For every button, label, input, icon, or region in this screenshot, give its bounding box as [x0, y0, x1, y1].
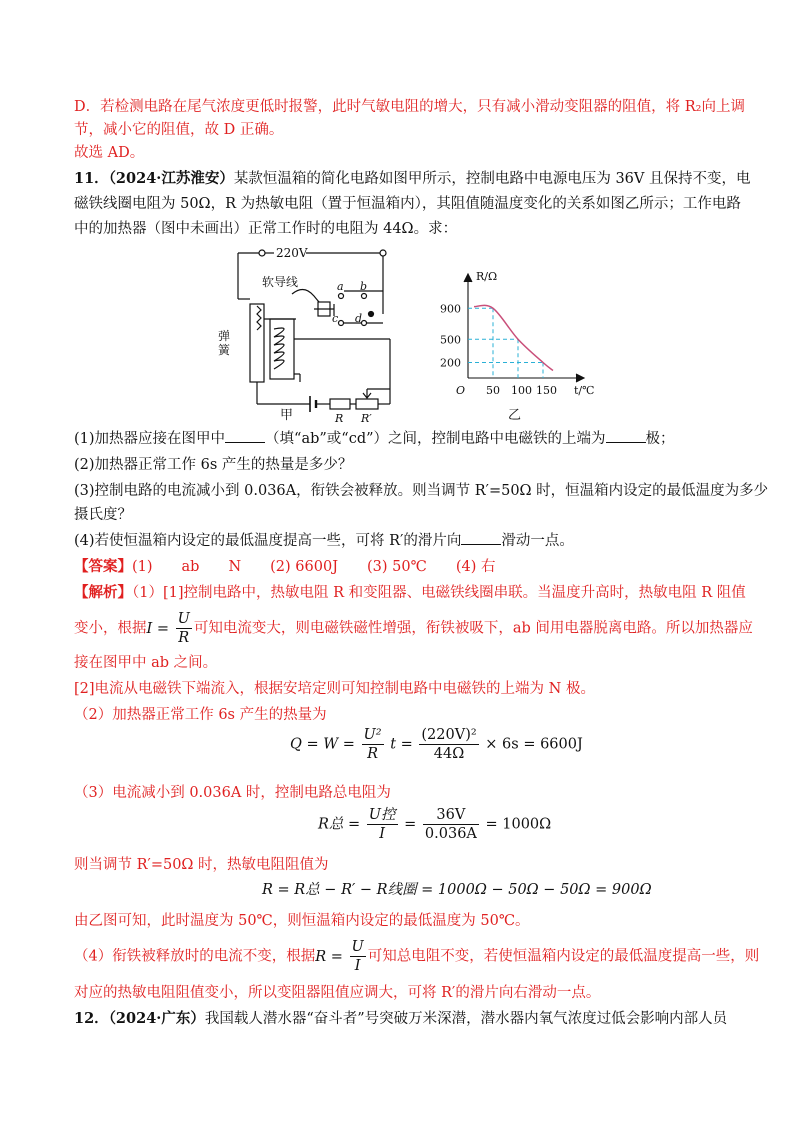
analysis-line5: （2）加热器正常工作 6s 产生的热量为 [74, 707, 327, 723]
eq2-den2: 0.036A [424, 826, 477, 842]
q12-number: 12． [74, 1010, 109, 1027]
contact-b: b [360, 280, 368, 293]
figure-jia-caption: 甲 [280, 408, 294, 423]
resistor-r-label: R [335, 412, 344, 425]
eq2-rhs: = 1000Ω [485, 816, 552, 833]
blank-1[interactable] [225, 428, 265, 443]
x-tick-100: 100 [511, 384, 532, 397]
analysis-line8: 由乙图可知，此时温度为 50℃，则恒温箱内设定的最低温度为 50℃。 [74, 913, 530, 929]
y-tick-500: 500 [440, 333, 461, 347]
contact-d: d [355, 312, 363, 325]
q11-stem-line1 [74, 168, 751, 190]
contact-a: a [337, 280, 344, 293]
analysis-2b: 可知电流变大，则电磁铁磁性增强，衔铁被吸下，ab 间用电器脱离电路。所以加热器应 [193, 620, 753, 637]
rheostat-label: R′ [361, 412, 372, 425]
q11-sub1 [74, 428, 728, 450]
r-t-graph [428, 268, 598, 418]
eq1-lhs: Q = W = [290, 736, 355, 753]
analysis-1: （1）[1]控制电路中，热敏电阻 R 和变阻器、电磁铁线圈串联。当温度升高时，热敏电阻 R 阻值 [132, 585, 746, 601]
analysis-line6: （3）电流减小到 0.036A 时，控制电路总电阻为 [74, 785, 391, 801]
voltage-label: 220V [276, 246, 308, 260]
equation-heat [290, 726, 583, 763]
eq2-den1: I [379, 826, 386, 842]
option-d-line3: 故选 AD。 [74, 145, 145, 161]
x-tick-50: 50 [486, 384, 500, 397]
q11-sub3-line1: (3)控制电路的电流减小到 0.036A，衔铁会被释放。则当调节 R′=50Ω 时，恒温箱内设定的最低温度为多少 [74, 483, 769, 499]
answer-tag: 【答案】 [74, 558, 132, 575]
sub1-part-a: (1)加热器应接在图甲中 [74, 431, 226, 447]
eq1-rhs: × 6s = 6600J [485, 736, 583, 753]
q11-stem-line3: 中的加热器（图中未画出）正常工作时的电阻为 44Ω。求： [74, 221, 458, 237]
soft-wire-label: 软导线 [262, 275, 299, 289]
formula-r: R [178, 630, 190, 646]
analysis-9a: （4）衔铁被释放时的电流不变，根据 [74, 948, 316, 965]
eq1-num1: U² [363, 727, 382, 743]
analysis-line4: [2]电流从电磁铁下端流入，根据安培定则可知控制电路中电磁铁的上端为 N 极。 [74, 681, 595, 697]
q11-stem1: 某款恒温箱的简化电路如图甲所示，控制电路中电源电压为 36V 且保持不变，电 [233, 171, 751, 187]
option-d-line1: D．若检测电路在尾气浓度更低时报警，此时气敏电阻的增大，只有减小滑动变阻器的阻值，将 R₂向上调 [74, 99, 745, 115]
analysis-line3: 接在图甲中 ab 之间。 [74, 655, 218, 671]
eq1-t: t = [390, 736, 413, 753]
option-d-line2: 节，减小它的阻值，故 D 正确。 [74, 122, 284, 138]
eq1-num2: (220V)² [421, 727, 477, 743]
analysis-line1 [74, 582, 746, 604]
q12-stem-text: 我国载人潜水器“奋斗者”号突破万米深潜，潜水器内氧气浓度过低会影响内部人员 [204, 1011, 728, 1027]
y-tick-900: 900 [440, 302, 461, 316]
spring-label-1: 弹 [218, 329, 231, 343]
formula-u-2: U [351, 939, 364, 955]
analysis-line10: 对应的热敏电阻阻值变小，所以变阻器阻值应调大，可将 R′的滑片向右滑动一点。 [74, 985, 601, 1001]
sub1-part-b: （填“ab”或“cd”）之间，控制电路中电磁铁的上端为 [265, 431, 606, 447]
eq2-num1: U控 [368, 807, 396, 823]
analysis-tag: 【解析】 [74, 584, 132, 601]
answer-text: (1) ab N (2) 6600J (3) 50℃ (4) 右 [132, 559, 496, 575]
analysis-line2 [74, 610, 753, 647]
analysis-line7: 则当调节 R′=50Ω 时，热敏电阻阻值为 [74, 857, 329, 873]
eq1-den2: 44Ω [433, 746, 465, 762]
ohm-law-formula-1: I = $\frac{U}{R}$ [146, 611, 190, 646]
y-tick-200: 200 [440, 356, 461, 370]
q11-number: 11． [74, 170, 109, 187]
q11-stem-line2: 磁铁线圈电阻为 50Ω，R 为热敏电阻（置于恒温箱内），其阻值随温度变化的关系如图乙所示；工作电路 [74, 196, 741, 212]
formula-r-2: R [315, 948, 327, 965]
resistance-curve [474, 305, 553, 370]
graph-xlabel: t/℃ [574, 384, 595, 397]
sub4-part-b: 滑动一点。 [501, 533, 574, 549]
q11-sub3-line2: 摄氏度？ [74, 507, 132, 523]
spring-label-2: 簧 [218, 343, 231, 357]
x-tick-150: 150 [536, 384, 557, 397]
analysis-2a: 变小，根据 [74, 620, 147, 637]
ohm-law-formula-2: R = $\frac{U}{I}$ [315, 939, 364, 974]
circuit-diagram-jia [214, 244, 410, 426]
formula-i: I [146, 620, 153, 637]
formula-i-2: I [354, 958, 361, 974]
sub1-part-c: 极； [645, 431, 675, 447]
answer-line [74, 556, 728, 578]
formula-u: U [177, 611, 190, 627]
analysis-line9 [74, 938, 760, 975]
equation-total-resistance: R总 = $\frac{\text{U控}}{I}$ = $\frac{36V}{0.036A}$ = 1000Ω [318, 807, 552, 842]
equation-thermistor: R = R总 − R′ − R线圈 = 1000Ω − 50Ω − 50Ω = 900Ω [262, 882, 652, 898]
graph-origin: O [456, 384, 466, 397]
q11-sub4 [74, 530, 728, 552]
eq1-den1: R [367, 746, 379, 762]
eq2-num2: 36V [423, 806, 479, 825]
q11-sub2: (2)加热器正常工作 6s 产生的热量是多少？ [74, 457, 353, 473]
q11-source: （2024·江苏淮安） [108, 170, 234, 187]
q12-stem [74, 1008, 728, 1030]
blank-3[interactable] [461, 530, 501, 545]
eq2-lhs: R总 = [318, 816, 361, 833]
analysis-9b: 可知总电阻不变，若使恒温箱内设定的最低温度提高一些，则 [367, 948, 760, 965]
sub4-part-a: (4)若使恒温箱内设定的最低温度提高一些，可将 R′的滑片向 [74, 533, 462, 549]
q12-source: （2024·广东） [108, 1010, 205, 1027]
blank-2[interactable] [606, 428, 646, 443]
graph-ylabel: R/Ω [476, 270, 498, 283]
contact-c: c [332, 312, 339, 325]
figure-yi-caption: 乙 [508, 408, 522, 423]
